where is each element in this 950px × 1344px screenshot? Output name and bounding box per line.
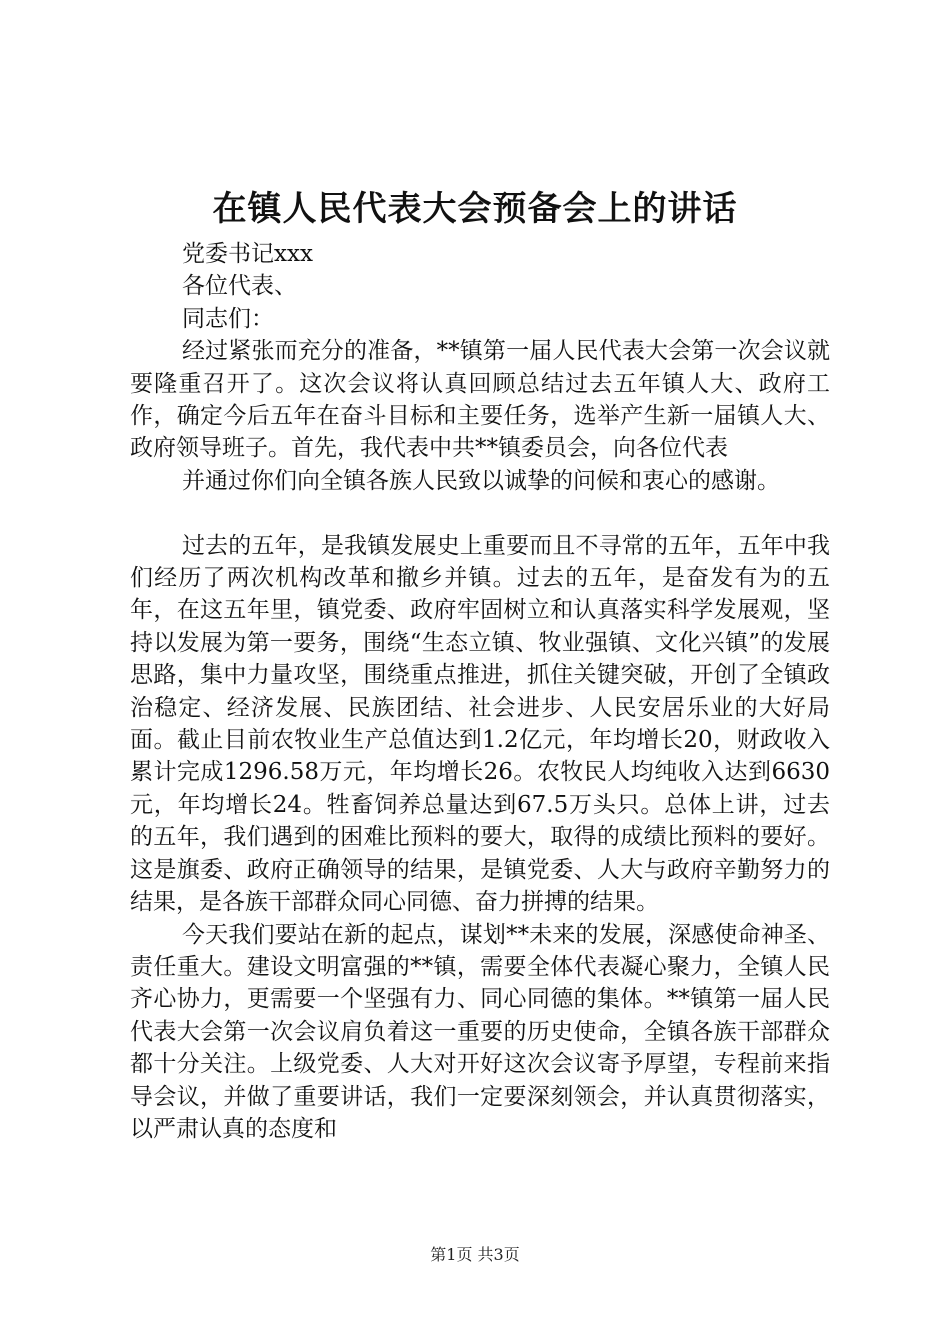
page-footer: 第1页 共3页: [430, 1245, 520, 1264]
document-title: 在镇人民代表大会预备会上的讲话: [212, 189, 738, 229]
author-line: 党委书记xxx: [182, 241, 313, 267]
paragraph: 今天我们要站在新的起点，谋划**未来的发展，深感使命神圣、责任重大。建设文明富强的**镇，需要全体代表凝心聚力，全镇人民齐心协力，更需要一个坚强有力、同心同德的集体。**镇第一届人民代表大会第一次会议肩负着这一重要的历史使命，全镇各族干部群众都十分关注。上级党委、人大对开好这次会议寄予厚望，专程前来指导会议，并做了重要讲话，我们一定要深刻领会，并认真贯彻落实，以严肃认真的态度和: [130, 921, 830, 1142]
paragraph: 过去的五年，是我镇发展史上重要而且不寻常的五年，五年中我们经历了两次机构改革和撤乡并镇。过去的五年，是奋发有为的五年，在这五年里，镇党委、政府牢固树立和认真落实科学发展观，坚持以发展为第一要务，围绕“生态立镇、牧业强镇、文化兴镇”的发展思路，集中力量攻坚，围绕重点推进，抓住关键突破，开创了全镇政治稳定、经济发展、民族团结、社会进步、人民安居乐业的大好局面。截止目前农牧业生产总值达到1.2亿元，年均增长20，财政收入累计完成1296.58万元，年均增长26。农牧民人均纯收入达到6630元，年均增长24。牲畜饲养总量达到67.5万头只。总体上讲，过去的五年，我们遇到的困难比预料的要大，取得的成绩比预料的要好。这是旗委、政府正确领导的结果，是镇党委、人大与政府辛勤努力的结果，是各族干部群众同心同德、奋力拼搏的结果。: [130, 532, 830, 916]
salutation-line-1: 各位代表、: [182, 273, 297, 300]
document-body: [130, 238, 830, 1145]
paragraph: 并通过你们向全镇各族人民致以诚挚的问候和衷心的感谢。: [182, 467, 780, 494]
salutation-line-2: 同志们：: [182, 305, 274, 332]
blank-line: [130, 497, 830, 529]
paragraph: 经过紧张而充分的准备，**镇第一届人民代表大会第一次会议就要隆重召开了。这次会议将认真回顾总结过去五年镇人大、政府工作，确定今后五年在奋斗目标和主要任务，选举产生新一届镇人大、政府领导班子。首先，我代表中共**镇委员会，向各位代表: [130, 338, 830, 462]
